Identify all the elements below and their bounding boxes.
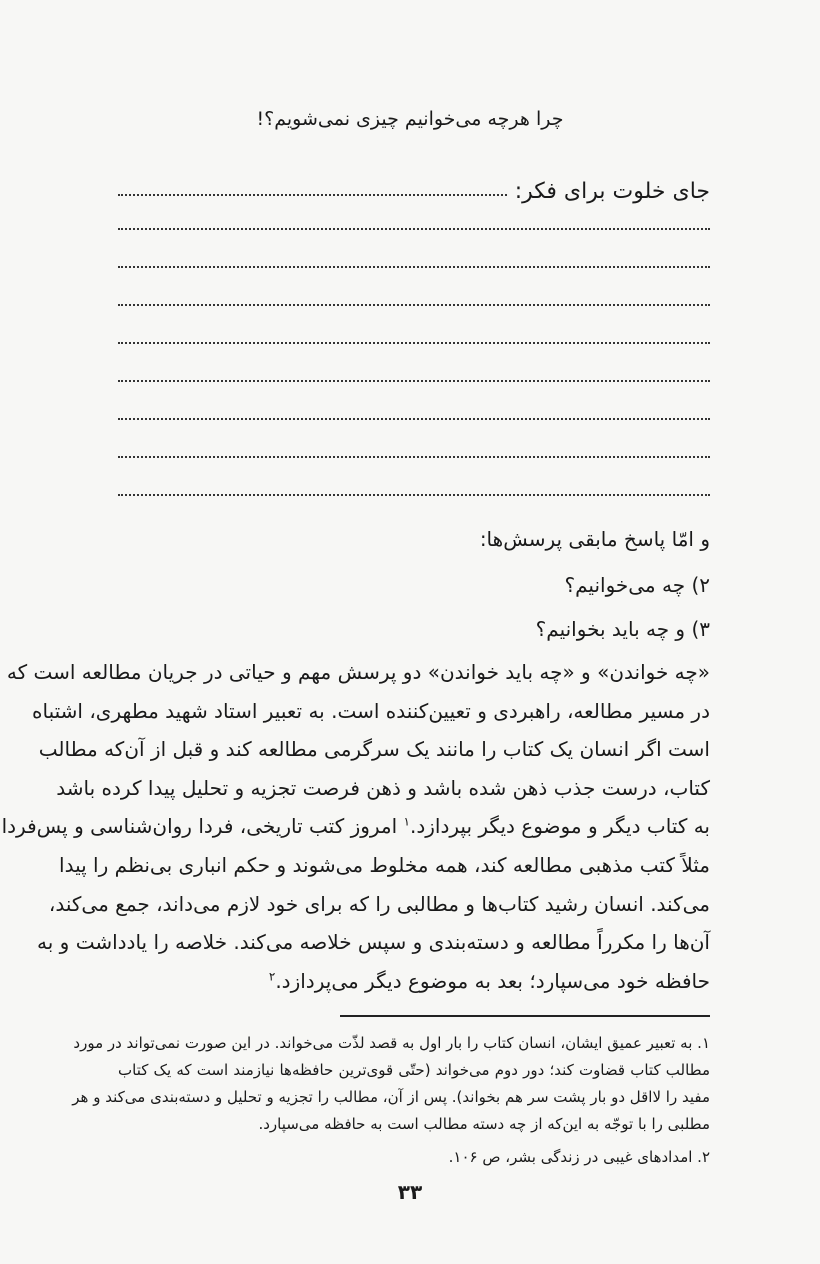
dotted-writing-line [118, 304, 710, 306]
dotted-writing-line [118, 228, 710, 230]
dotted-writing-line [118, 380, 710, 382]
paragraph-line-with-ref [1, 807, 710, 846]
paragraph-line: در مسیر مطالعه، راهبردی و تعیین‌کننده است. به تعبیر استاد شهید مطهری، اشتباه [32, 698, 710, 723]
footnote-separator [340, 1015, 710, 1017]
footnote-line: مطالب کتاب قضاوت کند؛ دور دوم می‌خواند (حتّی قوی‌ترین حافظه‌ها نیازمند است که یک کتاب [118, 1061, 710, 1079]
notes-label: جای خلوت برای فکر: [514, 179, 710, 204]
footnote-line: مفید را لااقل دو بار پشت سر هم بخواند). پس از آن، مطالب را تجزیه و تحلیل و دسته‌بندی می‌کند و هر [72, 1088, 710, 1106]
body-paragraph [1, 653, 710, 1000]
notes-label-row [118, 170, 710, 204]
footnote-1 [72, 1030, 710, 1138]
questions-block [118, 520, 710, 558]
paragraph-line: می‌کند. انسان رشید کتاب‌ها و مطالبی را که برای خود لازم می‌داند، جمع می‌کند، [48, 891, 710, 916]
paragraph-line: آن‌ها را مکرراً مطالعه و دسته‌بندی و سپس خلاصه می‌کند. خلاصه را یادداشت و به [37, 930, 710, 955]
paragraph-text: حافظه خود می‌سپارد؛ بعد به موضوع دیگر می‌پردازد. [275, 968, 710, 993]
dotted-writing-line [118, 418, 710, 420]
question-2: ۲) چه می‌خوانیم؟ [564, 573, 710, 597]
dotted-writing-line [118, 194, 507, 196]
footnote-line: ۱. به تعبیر عمیق ایشان، انسان کتاب را بار اول به قصد لذّت می‌خواند. در این صورت نمی‌تواند در مورد [73, 1034, 710, 1052]
dotted-writing-line [118, 494, 710, 496]
paragraph-line: کتاب، درست جذب ذهن شده باشد و ذهن فرصت تجزیه و تحلیل پیدا کرده باشد [56, 775, 710, 800]
footnote-ref-1[interactable]: ۱ [403, 814, 410, 829]
footnote-line: مطلبی را با توجّه به این‌که از چه دسته مطالب است به حافظه می‌سپارد. [258, 1115, 710, 1133]
footnote-ref-2[interactable]: ۲ [268, 969, 276, 984]
dotted-writing-line [118, 266, 710, 268]
dotted-writing-line [118, 456, 710, 458]
paragraph-line: «چه خواندن» و «چه باید خواندن» دو پرسش مهم و حیاتی در جریان مطالعه است که [6, 660, 710, 684]
paragraph-text: امروز کتب تاریخی، فردا روان‌شناسی و پس‌فردا [1, 814, 404, 839]
paragraph-line: است اگر انسان یک کتاب را مانند یک سرگرمی مطالعه کند و قبل از آن‌که مطالب [38, 737, 710, 762]
page-number: ۳۳ [397, 1180, 423, 1204]
dotted-writing-line [118, 342, 710, 344]
footnote-2 [118, 1144, 710, 1171]
paragraph-text: به کتاب دیگر و موضوع دیگر بپردازد. [410, 814, 710, 839]
paragraph-line-last [118, 962, 710, 1001]
questions-intro: و امّا پاسخ مابقی پرسش‌ها: [479, 527, 710, 551]
question-3: ۳) و چه باید بخوانیم؟ [535, 617, 710, 641]
paragraph-line: مثلاً کتب مذهبی مطالعه کند، همه مخلوط می‌شوند و حکم انباری بی‌نظم را پیدا [59, 852, 710, 877]
footnote-line: ۲. امدادهای غیبی در زندگی بشر، ص ۱۰۶. [448, 1148, 710, 1166]
running-head: چرا هرچه می‌خوانیم چیزی نمی‌شویم؟! [256, 108, 564, 130]
footnotes [72, 1030, 710, 1171]
